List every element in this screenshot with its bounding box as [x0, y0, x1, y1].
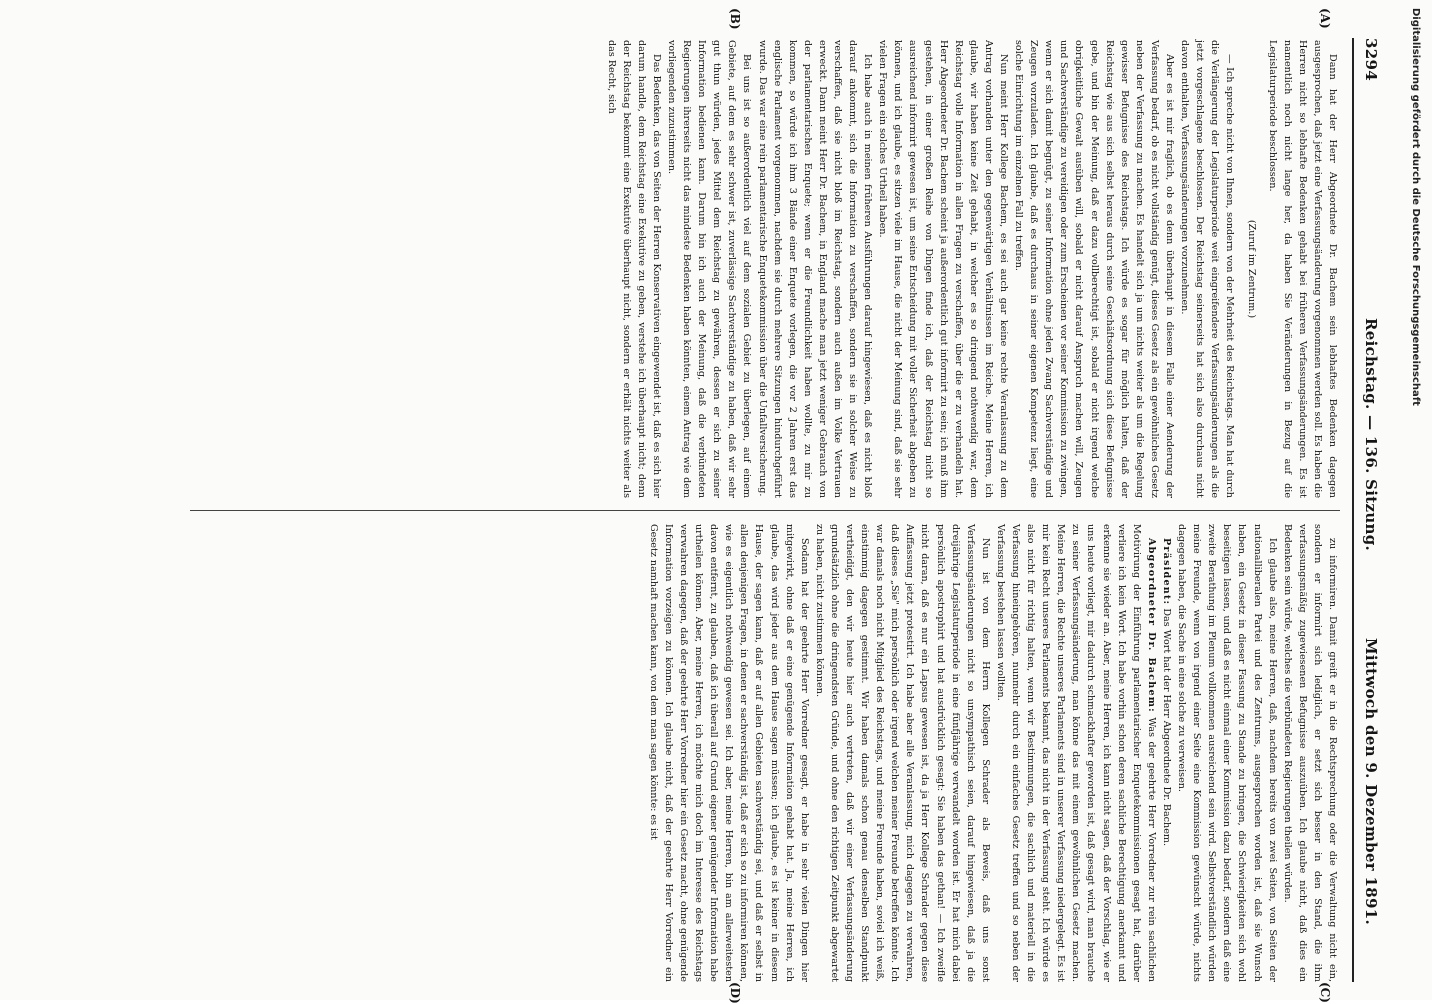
speaker-statement	[993, 524, 1159, 982]
session-title: Reichstag. — 136. Sitzung.	[1362, 318, 1380, 552]
paragraph: Bei uns ist so außerordentlich viel auf dem sozialen Gebiet zu überlegen, auf einem Gebiete, auf dem es sehr schwer ist, zuverlässige Sachverständige zu haben, daß wir sehr gut thun würden, jedes Mittel dem Reichstag zu gewähren, dessen er sich zu seiner Information bedienen kann. Darum bin ich auch der Meinung, daß die verbündeten Regierungen ihrerseits nicht das mindeste Bedenken haben könnten, einem Antrag wie dem vorliegenden zuzustimmen.	[665, 40, 753, 498]
session-date: Mittwoch den 9. Dezember 1891.	[1362, 638, 1380, 925]
president-label: Präsident:	[1160, 538, 1172, 606]
column-divider	[190, 510, 1340, 511]
margin-mark-d: (D)	[728, 982, 742, 1004]
right-column	[646, 524, 1340, 982]
rotated-page-content	[32, 0, 1432, 1004]
page-number: 3294	[1362, 38, 1380, 81]
president-statement	[1159, 524, 1174, 982]
paragraph: Ich habe auch in meinen früheren Ausführungen darauf hingewiesen, daß es nicht bloß darauf ankommt, sich die Information zu verschaffen, sondern sie in solcher Weise zu verschaffen, daß sie nicht bloß im Reichstag, sondern auch außen im Volke Vertrauen erweckt. Dann meint Herr Dr. Bachem, in England mache man jetzt weniger Gebrauch von der parlamentarischen Enquete; wenn er die Freundlichkeit haben wollte, zu mir zu kommen, so würde ich ihm 3 Bände einer Enquete vorlegen, die vor 2 Jahren erst das englische Parlament vorgenommen, nachdem sie durch mehrere Sitzungen hindurchgeführt wurde. Das war eine rein parlamentarische Enquetekommission über die Unfallversicherung.	[756, 40, 874, 498]
speaker-label: Abgeordneter Dr. Bachem:	[1145, 538, 1157, 713]
paragraph: zu informiren. Damit greift er in die Rechtsprechung oder die Verwaltung nicht ein, sondern er informirt sich lediglich, er setzt sich besser in den Stand, die ihm verfassungsmäßig zugewiesenen Befugnisse auszuüben. Ich glaube nicht, daß dies ein Bedenken sein würde, welches die verbündeten Regierungen theilen würden.	[1281, 524, 1338, 982]
paragraph: Nun ist von dem Herrn Kollegen Schrader als Beweis, daß uns sonst Verfassungsänderungen nicht so unsympathisch seien, darauf hingewiesen, daß ja die dreijährige Legislaturperiode in eine fünfjährige verwandelt worden ist. Er hat mich dabei persönlich apostrophirt und hat ausdrücklich gesagt: Sie haben das gethan! — Ich zweifle nicht daran, daß es nur ein Lapsus gewesen ist, da ja Herr Kollege Schrader gegen diese Auffassung jetzt protestirt. Ich habe aber alle Veranlassung, mich dagegen zu verwahren, daß dieses „Sie" mich persönlich oder irgend welchen meiner Freunde betreffen könnte. Ich war damals noch nicht Mitglied des Reichstags, und meine Freunde haben, soviel ich weiß, einstimmig dagegen gestimmt. Wir haben damals schon genau denselben Standpunkt vertheidigt, den wir heute hier auch vertreten, daß wir einer Verfassungsänderung grundsätzlich ohne die dringendsten Gründe, und ohne den richtigen Zeitpunkt abgewartet zu haben, nicht zustimmen können.	[813, 524, 991, 982]
credit-text: Digitalisierung gefördert durch die Deutsche Forschungsgemeinschaft	[1410, 8, 1421, 406]
paragraph: Das Bedenken, das von Seiten der Herren Konservativen eingewendet ist, daß es sich hier darum handle, dem Reichstag eine Exekutive zu geben, verstehe ich überhaupt nicht; denn der Reichstag bekommt eine Exekutive überhaupt nicht, sondern er erhält nichts weiter als das Recht, sich	[605, 40, 662, 498]
paragraph: Sodann hat der geehrte Herr Vorredner gesagt, er habe in sehr vielen Dingen hier mitgewirkt, ohne daß er eine genügende Information gehabt hat. Ja, meine Herren, ich glaube, das wird jeder aus dem Hause sagen müssen; ich glaube, es ist keiner in diesem Hause, der sagen kann, daß er auf allen Gebieten sachverständig sei, und daß er selbst in allen denjenigen Fragen, in denen er sachverständig ist, daß er sich so zu informiren können, wie es eigentlich nothwendig gewesen sei. Ich aber, meine Herren, bin am allerweitesten davon entfernt, zu glauben, daß ich überall auf Grund eigener genügender Information habe urtheilen können. Aber, meine Herren, ich möchte mich doch im Interesse des Reichstags verwahren dagegen, daß der geehrte Herr Vorredner hier ein Gesetz macht, ohne genügende Information vorzeigen zu können. Ich glaube nicht, daß der geehrte Herr Vorredner ein Gesetz namhaft machen kann, von dem man sagen könnte: es ist	[647, 524, 810, 982]
digitization-credit	[1410, 8, 1430, 888]
margin-mark-c: (C)	[1318, 982, 1332, 1003]
paragraph: Ich glaube also, meine Herren, daß, nachdem bereits von zwei Seiten, von Seiten der nationalliberalen Partei und des Zentrums, ausgesprochen worden ist, daß sie Wunsch haben, ein Gesetz in dieser Fassung zu Stande zu bringen, die Schwierigkeiten sich wohl beseitigen lassen, und daß es nicht einmal einer Kommission dazu bedarf, sondern daß eine zweite Berathung im Plenum vollkommen ausreichend sein wird. Selbstverständlich würden meine Freunde, wenn von irgend einer Seite eine Kommission gewünscht würde, nichts dagegen haben, die Sache in eine solche zu verweisen.	[1176, 524, 1278, 982]
interjection: (Zuruf im Zentrum.)	[1245, 219, 1257, 319]
paragraph: Nun meint Herr Kollege Bachem, es sei auch gar keine rechte Veranlassung zu dem Antrag vorhanden unter den gegenwärtigen Verhältnissen im Reiche. Meine Herren, ich glaube, wir haben keine Zeit gehabt, in welcher es so dringend nothwendig war, dem Reichstag volle Information in allen Fragen zu verschaffen, über die er zu verhandeln hat. Herr Abgeordneter Dr. Bachem scheint ja außerordentlich gut informirt zu sein; ich muß ihm gestehen, in einer großen Reihe von Dingen finde ich, daß der Reichstag nicht so ausreichend informirt gewesen ist, um seine Entscheidung mit voller Sicherheit abgeben zu können, und ich glaube, es sitzen viele im Hause, die nicht der Meinung sind, daß sie sehr vielen Fragen ein solches Urtheil haben.	[877, 40, 1010, 498]
paragraph: — Ich spreche nicht von Ihnen, sondern von der Mehrheit des Reichstags. Man hat durch die Verlängerung der Legislaturperiode weit eingreifendere Verfassungsänderungen als die jetzt vorgeschlagene beschlossen. Der Reichstag seinerseits hat sich also durchaus nicht davon enthalten, Verfassungsänderungen vorzunehmen.	[1179, 40, 1236, 498]
president-text: Das Wort hat der Herr Abgeordnete Dr. Bachem.	[1160, 608, 1172, 847]
speaker-text: Was der geehrte Herr Vorredner zur rein sachlichen Motivirung der Einführung parlamentarischer Enquetekommissionen gesagt hat, darüber verliere ich kein Wort. Ich habe vorhin schon deren sachliche Berechtigung anerkannt und erkenne sie wieder an. Aber, meine Herren, ich kann nicht sagen, daß der Vorschlag, wie er uns heute vorliegt, mir dadurch schmackhafter geworden ist, daß gesagt wird, man brauche zu seiner Verfassungsänderung, man könne das mit einem gewöhnlichen Gesetz machen. Meine Herren, die Rechte unseres Parlaments sind in unserer Verfassung niedergelegt. Es ist mir kein Recht unseres Parlaments bekannt, das nicht in der Verfassung steht. Ich würde es also nicht für richtig halten, wenn wir Bestimmungen, die sachlich und materiell in die Verfassung hineingehören, nunmehr durch ein einfaches Gesetz treffen und so neben der Verfassung bestehen lassen wollten.	[994, 524, 1157, 982]
paragraph: Dann hat der Herr Abgeordnete Dr. Bachem sein lebhaftes Bedenken dagegen ausgesprochen, daß jetzt eine Verfassungsänderung vorgenommen werden soll. Es haben die Herren nicht so lebhafte Bedenken gehabt bei früheren Verfassungsänderungen. Es ist namentlich noch nicht lange her, da haben Sie Veränderungen in Bezug auf die Legislaturperiode beschlossen.	[1266, 40, 1338, 498]
margin-mark-b: (B)	[728, 8, 742, 30]
page-header	[1356, 38, 1384, 978]
left-column	[604, 40, 1341, 498]
paragraph: Aber es ist mir fraglich, ob es denn überhaupt in diesem Falle einer Aenderung der Verfassung bedarf, ob es nicht vollständig genügt, dieses Gesetz als ein gewöhnliches Gesetz neben der Verfassung zu machen. Es handelt sich ja um nichts weiter als um die Regelung gewisser Befugnisse des Reichstags. Ich würde es sogar für möglich halten, daß der Reichstag wie aus sich selbst heraus durch seine Geschäftsordnung sich diese Befugnisse gebe, und bin der Meinung, daß er dazu vollberechtigt ist, sobald er nicht irgend welche obrigkeitliche Gewalt ausüben will, sobald er nicht darauf Anspruch machen will, Zeugen und Sachverständige zu vereidigen oder zum Erscheinen vor seiner Kommission zu zwingen, wenn er sich damit begnügt, zu seiner Information ohne jeden Zwang Sachverständige und Zeugen vorzuladen. Ich glaube, daß es durchaus in seiner eigenen Kompetenz liegt, eine solche Einrichtung im einzelnen Fall zu treffen.	[1013, 40, 1176, 498]
margin-mark-a: (A)	[1318, 8, 1332, 29]
header-rule	[1352, 38, 1354, 982]
